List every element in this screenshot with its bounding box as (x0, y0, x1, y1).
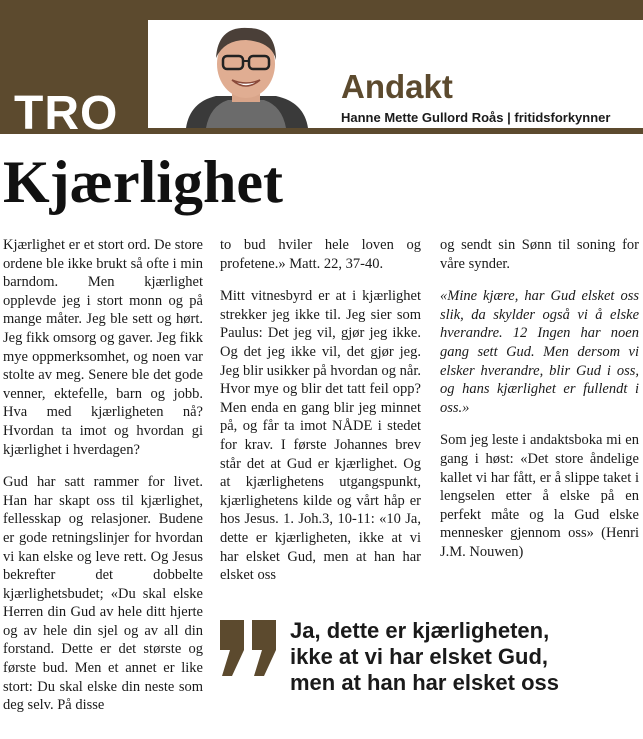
pull-quote-line: men at han har elsket oss (290, 670, 559, 695)
quotation-marks-icon (218, 620, 280, 678)
section-block (0, 20, 148, 140)
pull-quote-line: Ja, dette er kjærligheten, (290, 618, 550, 643)
top-band (0, 0, 643, 20)
pull-quote (218, 618, 643, 718)
pull-quote-text (290, 618, 559, 696)
byline: Hanne Mette Gullord Roås | fritidsforkynner (341, 110, 611, 125)
article-column-3 (440, 236, 639, 576)
portrait-icon (176, 20, 316, 128)
paragraph: Som jeg leste i andaktsboka mi en gang i høst: «Det store åndelige kallet vi har fått, er å slippe taket i lengselen etter å elske på en perfekt måte og la Gud elske mennesker gjennom oss» (Henri J.M. Nouwen) (440, 432, 639, 560)
paragraph: Gud har satt rammer for livet. Han har skapt oss til kjærlighet, fellesskap og relasjoner. Budene er gode retningslinjer for hvordan vi kan elske og leve rett. Og Jesus bekrefter det dobbelte kjærlighetsbudet; «Du skal elske Herren din Gud av hele ditt hjerte og av hele din sjel og av all din forstand. Dette er det største og første bud. Men et annet er like stort: Du skal elske din neste som deg selv. På disse (3, 474, 203, 714)
header-rule (148, 128, 643, 134)
paragraph: og sendt sin Sønn til soning for våre synder. (440, 237, 639, 272)
column-name: Andakt (341, 68, 453, 105)
pull-quote-line: ikke at vi har elsket Gud, (290, 644, 549, 669)
scripture-quote: «Mine kjære, har Gud elsket oss slik, da skylder også vi å elske hverandre. 12 Ingen har noen gang sett Gud. Men dersom vi elsker hverandre, blir Gud i oss, og hans kjærlighet er fullendt i oss.» (440, 288, 639, 416)
article-column-2 (220, 236, 421, 599)
paragraph: Mitt vitnesbyrd er at i kjærlighet strekker jeg ikke til. Jeg sier som Paulus: Det jeg vil, gjør jeg ikke. Og det jeg ikke vil, det gjør jeg. Jeg blir usikker på hvordan og når. Hvor mye og blir det tatt feil opp? Men enda en gang blir jeg minnet på, og får ta imot NÅDE i stedet for krav. I første Johannes brev står det at Gud er kjærlighet. Og at kjærlighetens utgangspunkt, kjærlighetens kilde og vårt håp er hos Jesus. 1. Joh.3, 10-11: «10 Ja, dette er kjærligheten, ikke at vi har elsket Gud, men at han har elsket oss (220, 288, 421, 584)
paragraph: Kjærlighet er et stort ord. De store ordene ble ikke brukt så ofte i min barndom. Men kjærlighet opplevde jeg i stort monn og på mange måter. Jeg ble sett og hørt. Jeg fikk omsorg og gaver. Jeg fikk mye oppmerksomhet, og noen var stolte av meg. Senere ble det gode venner, ektefelle, barn og jobb. Hva med kjærligheten nå? Hvordan ta imot og hvordan gi kjærlighet i hverdagen? (3, 237, 203, 458)
section-label: TRO (14, 87, 119, 140)
article-title: Kjærlighet (3, 149, 283, 215)
article-column-1 (3, 236, 203, 729)
header (0, 0, 643, 140)
author-portrait (176, 20, 316, 128)
paragraph: to bud hviler hele loven og profetene.» Matt. 22, 37-40. (220, 237, 421, 272)
